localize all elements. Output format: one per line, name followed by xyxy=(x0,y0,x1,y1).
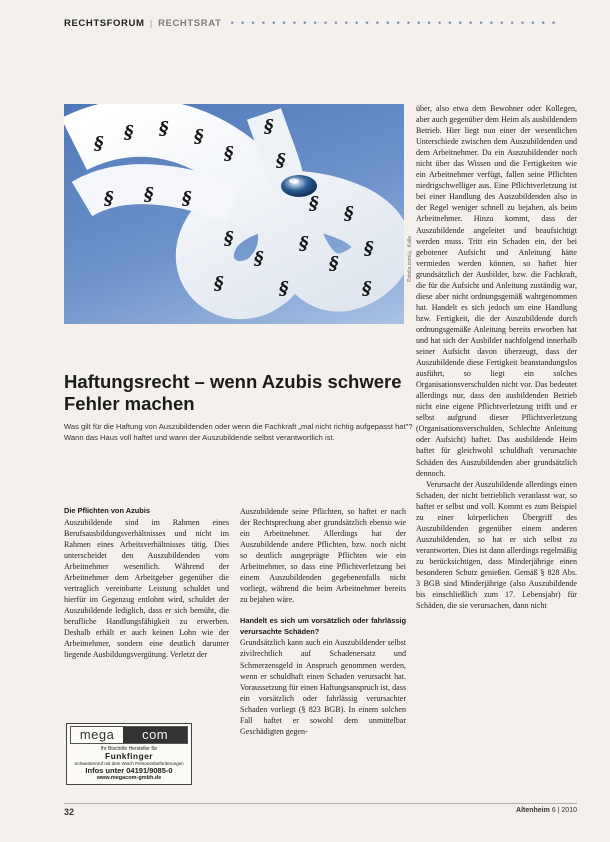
photo-credit: Fotolia.com/© Kalle xyxy=(407,236,413,282)
section-heading-pflichten: Die Pflichten von Azubis xyxy=(64,506,150,515)
dotted-rule: • • • • • • • • • • • • • • • • • • • • • • • • • • • • • • • • xyxy=(230,18,558,29)
ad-tagline: Ihr Bischöfe Hersteller für xyxy=(100,746,158,752)
ad-brand: Funkfinger xyxy=(105,751,153,761)
section-heading-schaeden: Handelt es sich um vorsätzlich oder fahrlässig verursachte Schäden? xyxy=(240,616,406,636)
advertisement[interactable] xyxy=(66,723,192,785)
svg-text:§: § xyxy=(194,126,204,147)
article-photo xyxy=(64,104,404,324)
ad-logo-left: mega xyxy=(71,727,123,743)
svg-text:§: § xyxy=(309,193,319,214)
paragraph: Grundsätzlich kann auch ein Auszubildender selbst zivilrechtlich auf Schadenersatz und Schmerzensgeld in Anspruch genommen werden, wenn er schuldhaft einen Schaden verursacht hat. Voraussetzung für einen Haftungsanspruch ist, dass ein vorsätzlich oder fahrlässig verursachter Schaden vorliegt (§ 823 BGB). In einem solchen Fall haftet er sowohl dem unmittelbar Geschädigten gegen- xyxy=(240,638,406,736)
svg-text:§: § xyxy=(224,228,234,249)
subsection-label: RECHTSRAT xyxy=(158,18,222,29)
ad-website-link[interactable]: www.megacom-gmbh.de xyxy=(96,774,162,781)
paragraph: Auszubildende seine Pflichten, so haftet er nach der Rechtsprechung aber grundsätzlich ebenso wie ein Arbeitnehmer. Allerdings hat der Auszubildende andere Pflichten, bzw. noch nicht so deutlich ausgeprägte Pflichten wie ein Arbeitnehmer, so dass eine Pflichtverletzung bei einem Auszubildenden gegebenenfalls nicht vorliegt, während die beim Arbeitnehmer bereits zu bejahen wäre. xyxy=(240,507,406,605)
svg-text:§: § xyxy=(104,188,114,209)
publication-name: Altenheim xyxy=(516,807,550,814)
paragraph: Verursacht der Auszubildende allerdings einen Schaden, der nicht betrieblich veranlasst war, so haftet er selbst und voll. Kommt es zum Beispiel zu einer körperlichen Übergriff des Auszubildenden gegenüber einem anderen Auszubildenden, so hat er sich selbst zu verantworten. Dies ist dann allerdings regelmäßig zu berücksichtigen, dass Minderjährige einen besonderen Schutz genießen. Gemäß § 828 Abs. 3 BGB sind Minderjährige (also Auszubildende bis einschließlich zum 17. Lebensjahr) für Schäden, die sie verursachen, dann nicht xyxy=(416,479,577,611)
column-left xyxy=(64,506,229,660)
article-lead: Was gilt für die Haftung von Auszubildenden oder wenn die Fachkraft „mal nicht richtig aufgepasst hat"? Wann das Haus voll haftet und wann der Auszubildende selbst verantwortlich ist. xyxy=(64,422,413,442)
page-number: 32 xyxy=(64,807,75,817)
ad-logo-right: com xyxy=(123,727,187,743)
column-middle xyxy=(240,506,406,737)
svg-text:§: § xyxy=(264,116,274,137)
svg-text:§: § xyxy=(159,118,169,139)
svg-text:§: § xyxy=(362,278,372,299)
ad-phone: Infos unter 04191/9085-0 xyxy=(85,765,173,775)
ad-logo xyxy=(70,726,188,744)
svg-text:§: § xyxy=(299,233,309,254)
issue-number: 6 | 2010 xyxy=(551,807,577,814)
svg-text:§: § xyxy=(329,253,339,274)
section-separator: | xyxy=(149,18,153,29)
svg-text:§: § xyxy=(344,203,354,224)
column-right xyxy=(416,103,577,611)
paragraph: Auszubildende sind im Rahmen eines Berufsausbildungsverhältnisses und nicht im Rahmen eines Arbeitsverhältnisses tätig. Dies unterscheidet den Auszubildenden vom Arbeitnehmer wesentlich. Während der Arbeitnehmer dem Arbeitgeber gegenüber die vertraglich vereinbarte Leistung schuldet und hierfür im Gegenzug entlohnt wird, schuldet der Auszubildende lediglich, dass er sich bemüht, die berufliche Handlungsfähigkeit zu erwerben. Deshalb erhält er auch keinen Lohn wie der Arbeitnehmer, sondern eine deutlich darunter liegende Ausbildungsvergütung. Verletzt der xyxy=(64,517,229,660)
svg-text:§: § xyxy=(276,150,286,171)
svg-text:§: § xyxy=(94,133,104,154)
svg-text:§: § xyxy=(364,238,374,259)
svg-text:§: § xyxy=(254,248,264,269)
publication-info xyxy=(516,807,577,814)
svg-text:§: § xyxy=(279,278,289,299)
footer-rule xyxy=(64,803,577,804)
ad-description: Schwesternruf mit dem Wisch Personenbeförderungen xyxy=(74,761,184,766)
svg-text:§: § xyxy=(182,188,192,209)
svg-text:§: § xyxy=(124,122,134,143)
section-label: RECHTSFORUM xyxy=(64,18,145,29)
svg-text:§: § xyxy=(224,143,234,164)
paper-ribbon-illustration xyxy=(64,104,404,324)
svg-text:§: § xyxy=(214,273,224,294)
paragraph: über, also etwa dem Bewohner oder Kollegen, aber auch gegenüber dem Heim als ausbildendem Betrieb. Hier liegt nun einer der wesentlichen Unterschiede zwischen dem Auszubildenden und dem Arbeitnehmer. Da ein Auszubildender noch nicht über das Wissen und die Fertigkeiten wie ein Arbeitnehmer verfügt, fallen seine Pflichten niedrigschwelliger aus. Eine Pflichtverletzung ist bei einer Handlung des Auszubildenden also in der Regel weniger schnell zu bejahen, als beim Arbeitnehmer. Hinzu kommt, dass der Auszubildende angeleitet und beaufsichtigt werden muss. Tritt ein Schaden ein, der bei gebotener Aufsicht und Anleitung hätte vermieden werden können, so haftet hier grundsätzlich der Ausbilder, bzw. die Fachkraft, die für die Aufsicht und Anleitung zuständig war, diese aber nicht ordnungsgemäß wahrgenommen hat. Handelt es sich jedoch um eine Handlung bzw. Fertigkeit, die der Auszubildende durch ordnungsgemäße Anleitung bereits erworben hat und hat sich der Ausbilder nachfolgend innerhalb seiner Aufsicht davon überzeugt, dass der Auszubildende diese Fertigkeit beanstandungslos ausführt, so liegt ein solches Organisationsverschulden nicht vor. Das bedeutet allerdings nur, dass den ausbildenden Betrieb nicht eine eigene Pflichtverletzung trifft und er selbst aufgrund dieser Pflichtverletzung (Organisationsverschulden, Schlechte Anleitung oder Aufsicht) haftet. Das ausbildende Heim haftet für gleichwohl schuldhaft verursachte Schäden des Auszubildenden aber grundsätzlich dennoch. xyxy=(416,104,577,478)
article-title: Haftungsrecht – wenn Azubis schwere Fehler machen xyxy=(64,371,402,414)
section-header xyxy=(64,18,584,34)
svg-text:§: § xyxy=(144,184,154,205)
